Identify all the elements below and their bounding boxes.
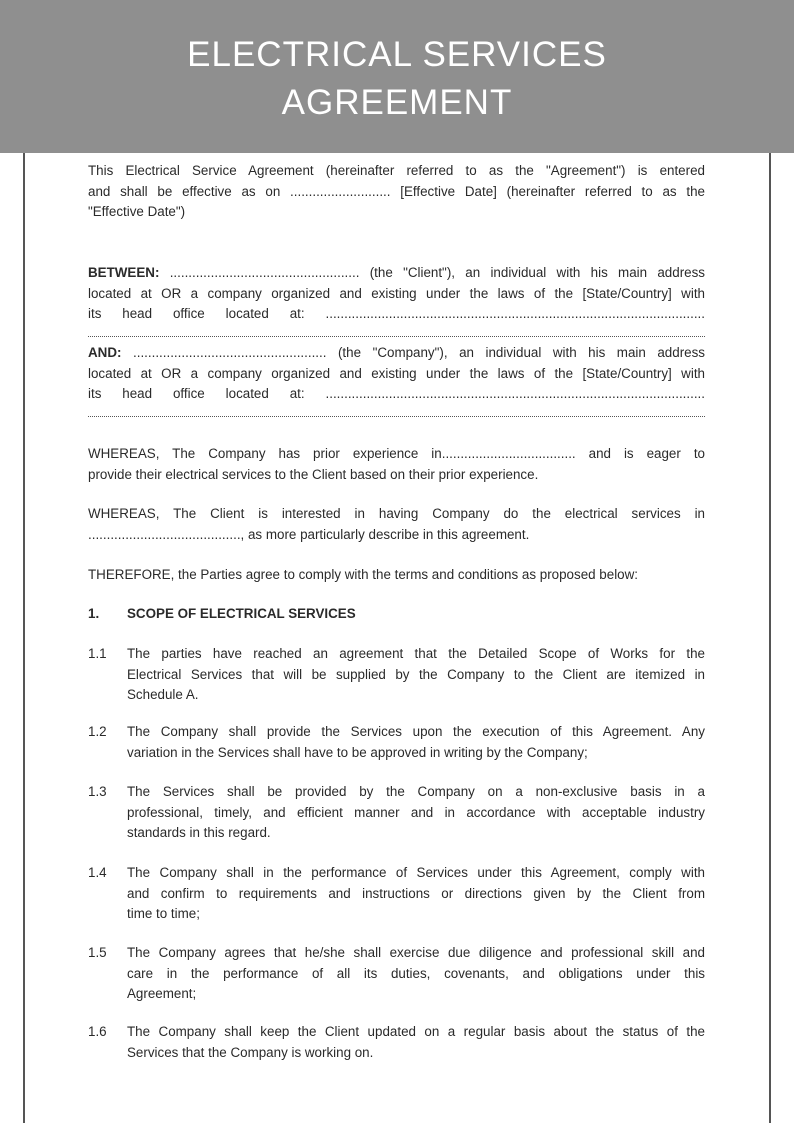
paragraph-line: its head office located at: ...................................................................................................... — [88, 306, 705, 321]
paragraph-line — [88, 263, 705, 284]
clause-number: 1.5 — [88, 945, 107, 960]
paragraph-line: its head office located at: ...................................................................................................... — [88, 386, 705, 401]
paragraph-line: WHEREAS, The Company has prior experience in.................................... and is eager to — [88, 446, 705, 461]
clause-number: 1.4 — [88, 865, 107, 880]
clause-text — [127, 863, 705, 925]
clause-line: Services that the Company is working on. — [127, 1044, 374, 1060]
clause-number: 1.1 — [88, 646, 107, 661]
clause-line: and confirm to requirements and instructions or directions given by the Client from — [127, 885, 705, 901]
paragraph-line: ........................................., as more particularly describe in this agreement. — [88, 526, 530, 542]
clause-line: The Company agrees that he/she shall exercise due diligence and professional skill and — [127, 945, 705, 960]
clause-line: The Company shall provide the Services upon the execution of this Agreement. Any — [127, 724, 705, 739]
paragraph-line: located at OR a company organized and existing under the laws of the [State/Country] with — [88, 365, 705, 381]
clause-line: The parties have reached an agreement that the Detailed Scope of Works for the — [127, 646, 705, 661]
clause-number: 1.6 — [88, 1024, 107, 1039]
clause-number: 1.2 — [88, 724, 107, 739]
paragraph-line — [88, 343, 705, 364]
clause-line: time to time; — [127, 906, 200, 921]
party-label: BETWEEN: — [88, 265, 160, 280]
clause-1-4 — [88, 863, 705, 925]
clause-text — [127, 1022, 705, 1063]
paragraph-whereas-2 — [88, 504, 705, 545]
paragraph-line: THEREFORE, the Parties agree to comply with the terms and conditions as proposed below: — [88, 567, 639, 582]
document-title-line-1: ELECTRICAL SERVICES — [187, 35, 607, 74]
document-title-line-2: AGREEMENT — [281, 83, 513, 122]
paragraph-line: This Electrical Service Agreement (hereinafter referred to as the "Agreement") is entered — [88, 163, 705, 178]
section-title: SCOPE OF ELECTRICAL SERVICES — [127, 606, 356, 621]
dotted-blank-line — [88, 325, 705, 337]
paragraph-intro — [88, 161, 705, 223]
clause-text — [127, 943, 705, 1005]
clause-1-3 — [88, 782, 705, 844]
clause-1-6 — [88, 1022, 705, 1063]
clause-line: Schedule A. — [127, 687, 199, 702]
clause-line: care in the performance of all its duties, covenants, and obligations under this — [127, 965, 705, 981]
clause-number: 1.3 — [88, 784, 107, 799]
paragraph-whereas-1 — [88, 444, 705, 485]
paragraph-text: .................................................... (the "Company"), an individual with his main address — [121, 345, 705, 360]
clause-line: Electrical Services that will be supplied by the Company to the Client are itemized in — [127, 666, 705, 682]
paragraph-line: "Effective Date") — [88, 204, 186, 219]
clause-line: The Services shall be provided by the Company on a non-exclusive basis in a — [127, 784, 705, 799]
clause-1-2 — [88, 722, 705, 763]
paragraph-between — [88, 263, 705, 345]
clause-line: standards in this regard. — [127, 825, 271, 840]
paragraph-and — [88, 343, 705, 425]
clause-1-1 — [88, 644, 705, 706]
clause-line: variation in the Services shall have to be approved in writing by the Company; — [127, 744, 588, 760]
party-label: AND: — [88, 345, 122, 360]
clause-text — [127, 644, 705, 706]
clause-text — [127, 722, 705, 763]
paragraph-line: and shall be effective as on ........................... [Effective Date] (hereinafter referred to as the — [88, 183, 705, 199]
paragraph-therefore — [88, 565, 705, 586]
paragraph-text: ................................................... (the "Client"), an individual with his main address — [159, 265, 705, 280]
clause-line: professional, timely, and efficient manner and in accordance with acceptable industry — [127, 804, 705, 820]
clause-line: Agreement; — [127, 986, 197, 1001]
clause-line: The Company shall in the performance of Services under this Agreement, comply with — [127, 865, 705, 880]
dotted-blank-line — [88, 405, 705, 417]
paragraph-line: WHEREAS, The Client is interested in having Company do the electrical services in — [88, 506, 705, 521]
clause-1-5 — [88, 943, 705, 1005]
paragraph-line: provide their electrical services to the Client based on their prior experience. — [88, 466, 539, 482]
section-heading — [88, 604, 705, 625]
section-number: 1. — [88, 606, 100, 621]
paragraph-line: located at OR a company organized and existing under the laws of the [State/Country] with — [88, 285, 705, 301]
clause-text — [127, 782, 705, 844]
clause-line: The Company shall keep the Client updated on a regular basis about the status of the — [127, 1024, 705, 1039]
title-banner — [0, 0, 794, 153]
